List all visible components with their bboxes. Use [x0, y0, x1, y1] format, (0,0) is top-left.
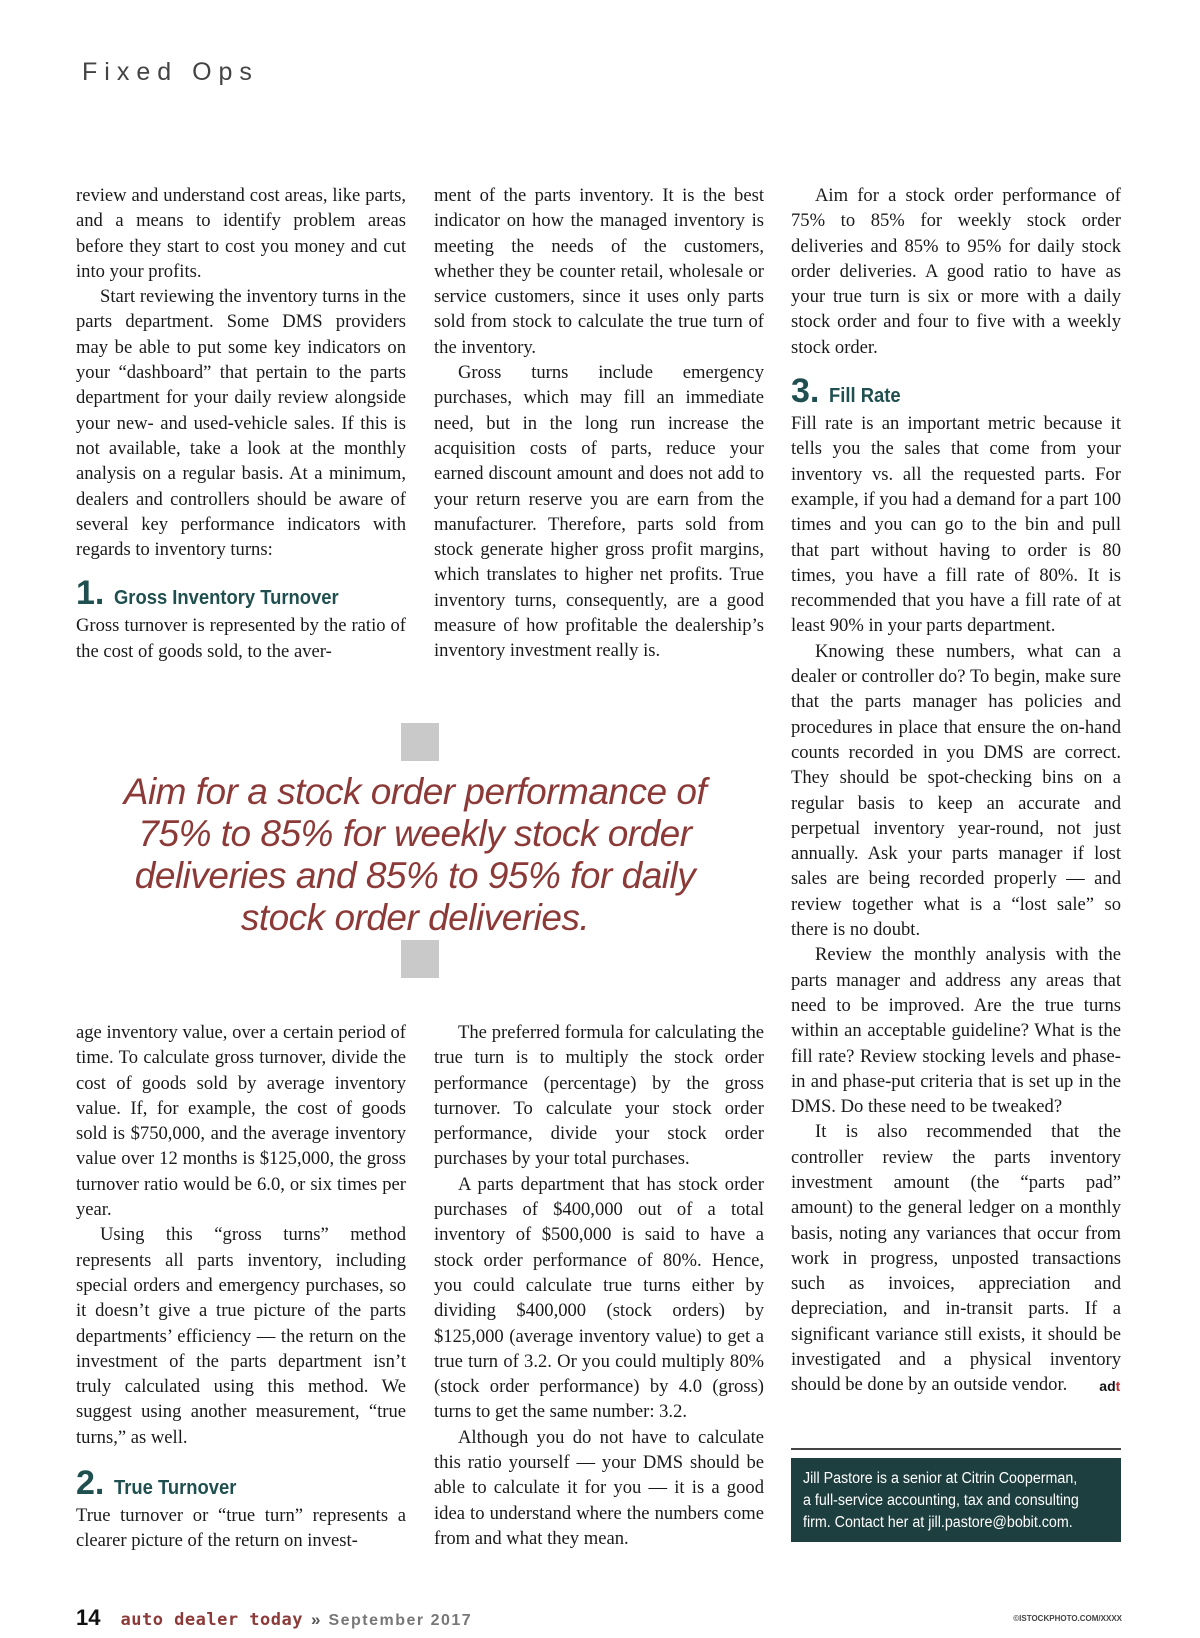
section-label: Fixed Ops	[82, 58, 259, 86]
paragraph: review and understand cost areas, like parts, and a means to identify problem areas before they start to cost you money and cut into your profits.	[76, 185, 406, 282]
paragraph: Fill rate is an important metric because it tells you the sales that come from your inventory vs. all the requested parts. For example, if you had a demand for a part 100 times and you can go to the bin and pull that part without having to order is 80 times, you have a fill rate of 80%. It is recommended that you have a fill rate of at least 90% in your parts department.	[791, 413, 1121, 637]
paragraph: Gross turns include emergency purchases, which may fill an immediate need, but in the long run increase the acquisition costs of parts, reduce your earned discount amount and does not add to your return reserve you are earn from the manufacturer. Therefore, parts sold from stock generate higher gross profit margins, which translates to higher net profits. True inventory turns, consequently, are a good measure of how profitable the dealership’s inventory investment really is.	[434, 362, 764, 662]
column-2-top	[434, 183, 764, 664]
page-number: 14	[76, 1605, 101, 1630]
end-mark-logo: adt	[1099, 1378, 1121, 1395]
column-3	[791, 183, 1121, 1398]
column-1-top	[76, 183, 406, 664]
photo-credit: ©ISTOCKPHOTO.COM/XXXX	[1013, 1614, 1122, 1623]
footer-separator: »	[310, 1610, 321, 1629]
bio-line: Jill Pastore is a senior at Citrin Cooperman,	[803, 1470, 1078, 1487]
subheading-number: 3.	[791, 372, 820, 411]
magazine-name: auto dealer today	[120, 1610, 303, 1630]
bio-line: firm. Contact her at jill.pastore@bobit.com.	[803, 1514, 1073, 1531]
column-2-bottom	[434, 1020, 764, 1551]
subheading-title: Fill Rate	[829, 385, 901, 408]
pull-quote: Aim for a stock order performance of 75% to 85% for weekly stock order deliveries and 85% to 95% for daily stock order deliveries.	[123, 771, 707, 938]
subheading-title: Gross Inventory Turnover	[114, 587, 339, 610]
paragraph: A parts department that has stock order purchases of $400,000 out of a total inventory of $500,000 is said to have a stock order performance of 80%. Hence, you could calculate true turns either by dividing $400,000 (stock orders) by $125,000 (average inventory value) to get a true turn of 3.2. Or you could multiply 80% (stock order performance) by 4.0 (gross) turns to get the same number: 3.2.	[434, 1173, 764, 1423]
paragraph: Review the monthly analysis with the parts manager and address any areas that need to be improved. Are the true turns within an acceptable guideline? What is the fill rate? Review stocking levels and phase-in and phase-put criteria that is set up in the DMS. Do these need to be tweaked?	[791, 944, 1121, 1118]
page-footer	[76, 1605, 472, 1631]
subheading-true-turnover	[76, 1466, 406, 1501]
subheading-number: 2.	[76, 1464, 105, 1503]
paragraph: Aim for a stock order performance of 75% to 85% for weekly stock order deliveries and 85% to 95% for daily stock order deliveries. A good ratio to have as your true turn is six or more with a daily stock order and four to five with a weekly stock order.	[791, 185, 1121, 358]
paragraph: Although you do not have to calculate this ratio yourself — your DMS should be able to calculate it for you — it is a good idea to understand where the numbers come from and what they mean.	[434, 1426, 764, 1549]
paragraph: ment of the parts inventory. It is the best indicator on how the managed inventory is meeting the needs of the customers, whether they be counter retail, wholesale or service customers, since it uses only parts sold from stock to calculate the true turn of the inventory.	[434, 185, 764, 358]
subheading-number: 1.	[76, 574, 105, 613]
pull-quote-square-bottom	[401, 940, 439, 978]
pull-quote-square-top	[401, 723, 439, 761]
paragraph-text: It is also recommended that the controller review the parts inventory investment amount (the “parts pad” amount) to the general ledger on a monthly basis, noting any variances that occur from work in progress, unposted transactions such as invoices, appreciation and depreciation, and in-transit parts. If a significant variance still exists, it should be investigated and a physical inventory should be done by an outside vendor.	[791, 1121, 1121, 1396]
subheading-gross-inventory-turnover	[76, 576, 406, 611]
paragraph: True turnover or “true turn” represents a clearer picture of the return on invest-	[76, 1505, 406, 1552]
bio-divider	[791, 1448, 1121, 1450]
paragraph: age inventory value, over a certain period of time. To calculate gross turnover, divide the cost of goods sold by average inventory value. If, for example, the cost of goods sold is $750,000, and the average inventory value over 12 months is $125,000, the gross turnover ratio would be 6.0, or six times per year.	[76, 1022, 406, 1221]
subheading-title: True Turnover	[114, 1477, 237, 1500]
issue-date: September 2017	[328, 1612, 473, 1629]
paragraph: Knowing these numbers, what can a dealer or controller do? To begin, make sure that the parts manager has policies and procedures in place that ensure the on-hand counts recorded in you DMS are correct. They should be spot-checking bins on a regular basis to keep an accurate and perpetual inventory year-round, not just annually. Ask your parts manager if lost sales are being recorded properly — and review together what is a “lost sale” so there is no doubt.	[791, 640, 1121, 941]
paragraph: Start reviewing the inventory turns in the parts department. Some DMS providers may be able to put some key indicators on your “dashboard” that pertain to the parts department for your daily review alongside your new- and used-vehicle sales. If this is not available, take a look at the monthly analysis on a regular basis. At a minimum, dealers and controllers should be aware of several key performance indicators with regards to inventory turns:	[76, 286, 406, 561]
paragraph	[791, 1119, 1121, 1397]
paragraph: Using this “gross turns” method represents all parts inventory, including special orders and emergency purchases, so it doesn’t give a true picture of the parts departments’ efficiency — the return on the investment of the parts department isn’t truly calculated using this method. We suggest using another measurement, “true turns,” as well.	[76, 1224, 406, 1448]
column-1-bottom	[76, 1020, 406, 1554]
paragraph: The preferred formula for calculating the true turn is to multiply the stock order performance (percentage) by the gross turnover. To calculate your stock order performance, divide your stock order purchases by your total purchases.	[434, 1022, 764, 1170]
paragraph: Gross turnover is represented by the ratio of the cost of goods sold, to the aver-	[76, 615, 406, 662]
subheading-fill-rate	[791, 374, 1121, 409]
author-bio	[791, 1458, 1121, 1542]
bio-line: a full-service accounting, tax and consulting	[803, 1492, 1079, 1509]
